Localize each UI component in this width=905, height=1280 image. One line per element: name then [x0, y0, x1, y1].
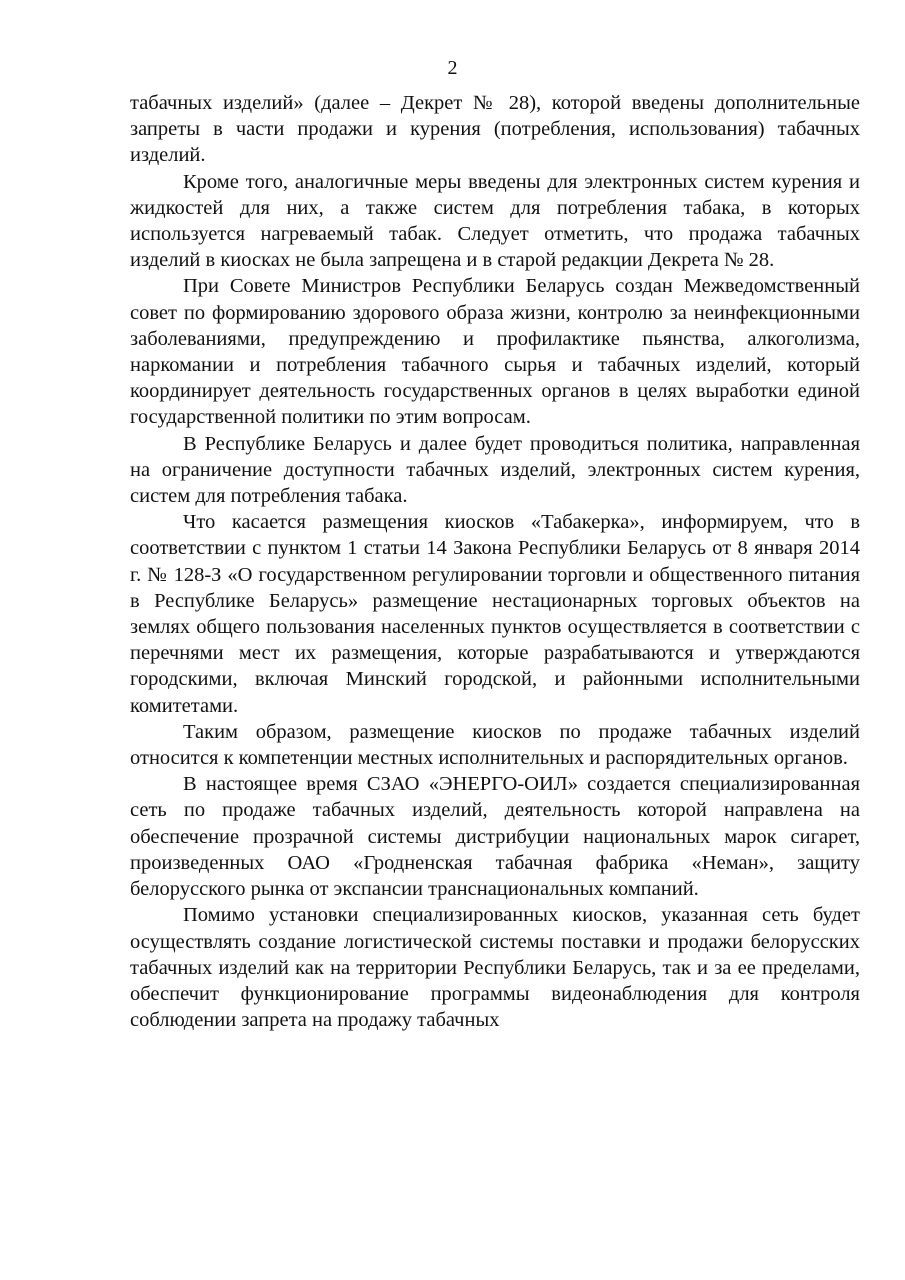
paragraph-specialized-network: В настоящее время СЗАО «ЭНЕРГО-ОИЛ» создается специализированная сеть по продаже табачных изделий, деятельность которой направлена на обеспечение прозрачной системы дистрибуции национальных марок сигарет, произведенных ОАО «Гродненская табачная фабрика «Неман», защиту белорусского рынка от экспансии транснациональных компаний.	[130, 773, 860, 901]
paragraph-kiosk-placement: Что касается размещения киосков «Табакерка», информируем, что в соответствии с пунктом 1 статьи 14 Закона Республики Беларусь от 8 января 2014 г. № 128-З «О государственном регулировании торговли и общественного питания в Республике Беларусь» размещение нестационарных торговых объектов на землях общего пользования населенных пунктов осуществляется в соответствии с перечнями мест их размещения, которые разрабатываются и утверждаются городскими, включая Минский городской, и районными исполнительными комитетами.	[130, 511, 860, 717]
paragraph-interagency-council: При Совете Министров Республики Беларусь создан Межведомственный совет по формированию здорового образа жизни, контролю за неинфекционными заболеваниями, предупреждению и профилактике пьянства, алкоголизма, наркомании и потребления табачного сырья и табачных изделий, который координирует деятельность государственных органов в целях выработки единой государственной политики по этим вопросам.	[130, 275, 860, 429]
paragraph-electronic-systems: Кроме того, аналогичные меры введены для электронных систем курения и жидкостей для них, а также систем для потребления табака, в которых используется нагреваемый табак. Следует отметить, что продажа табачных изделий в киосках не была запрещена и в старой редакции Декрета № 28.	[130, 170, 860, 272]
paragraph-logistics: Помимо установки специализированных киосков, указанная сеть будет осуществлять создание логистической системы поставки и продажи белорусских табачных изделий как на территории Республики Беларусь, так и за ее пределами, обеспечит функционирование программы видеонаблюдения для контроля соблюдении запрета на продажу табачных	[130, 904, 860, 1032]
document-body	[130, 90, 860, 1033]
paragraph-continuation: табачных изделий» (далее – Декрет № 28), которой введены дополнительные запреты в части продажи и курения (потребления, использования) табачных изделий.	[130, 92, 860, 167]
paragraph-policy: В Республике Беларусь и далее будет проводиться политика, направленная на ограничение доступности табачных изделий, электронных систем курения, систем для потребления табака.	[130, 432, 860, 508]
page-number: 2	[447, 57, 458, 79]
paragraph-local-competence: Таким образом, размещение киосков по продаже табачных изделий относится к компетенции местных исполнительных и распорядительных органов.	[130, 720, 860, 770]
